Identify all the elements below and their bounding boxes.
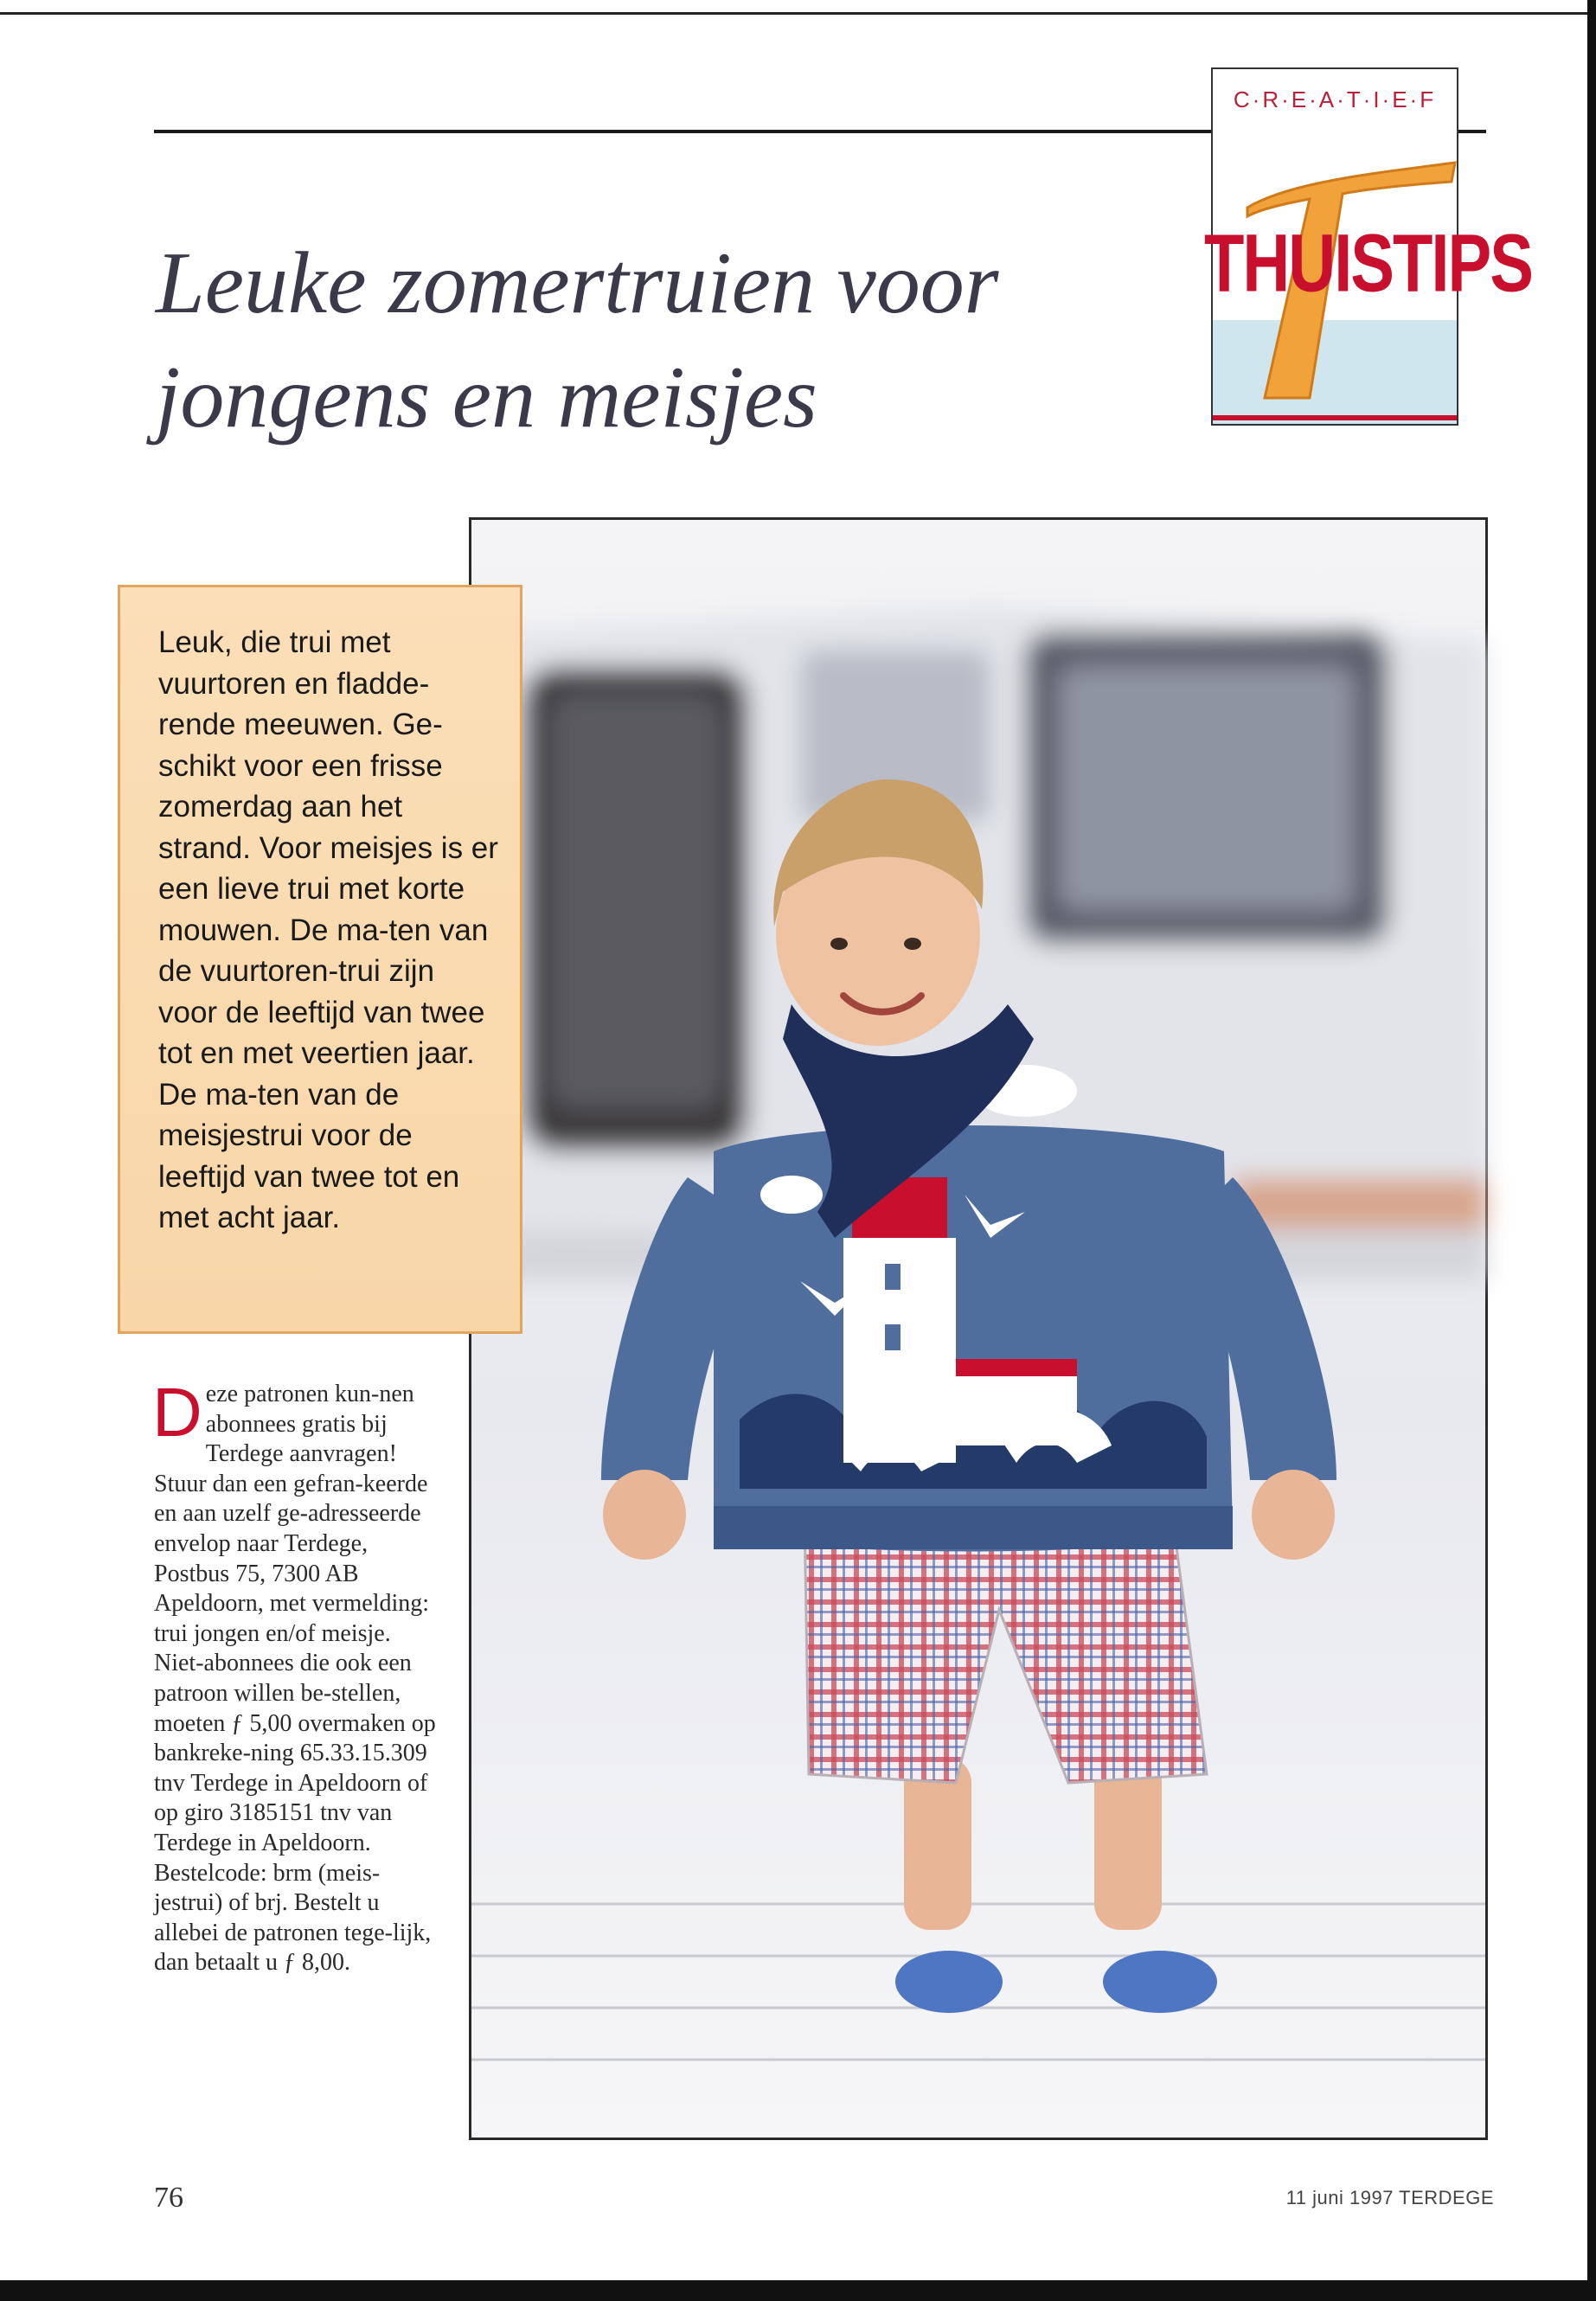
body-dropcap: D	[152, 1374, 202, 1451]
body-text	[152, 1374, 439, 1978]
body-paragraph: eze patronen kun-nen abonnees gratis bij Terdege aanvragen! Stuur dan een gefran-keerde en aan uzelf ge-adresseerde envelop naar Terdege, Postbus 75, 7300 AB Apeldoorn, met vermelding: trui jongen en/of meisje. Niet-abonnees die ook een patroon willen be-stellen, moeten ƒ 5,00 overmaken op bankreke-ning 65.33.15.309 tnv Terdege in Apeldoorn of op giro 3185151 tnv van Terdege in Apeldoorn. Bestelcode: brm (meis-jestrui) of brj. Bestelt u allebei de patronen tege-lijk, dan betaalt u ƒ 8,00.	[154, 1381, 436, 1977]
issue-line: 11 juni 1997 TERDEGE	[1285, 2187, 1494, 2208]
photo-frame	[469, 517, 1488, 2140]
callout-text: Leuk, die trui met vuurtoren en fladde-rende meeuwen. Ge-schikt voor een frisse zomerdag aan het strand. Voor meisjes is er een lieve trui met korte mouwen. De ma-ten van de vuurtoren-trui zijn voor de leeftijd van twee tot en met veertien jaar. De ma-ten van de meisjestrui voor de leeftijd van twee tot en met acht jaar.	[158, 625, 498, 1234]
logo-underline	[1213, 415, 1457, 422]
headline	[156, 227, 1107, 455]
page-edge-right	[1587, 0, 1596, 2301]
callout-box	[118, 585, 522, 1334]
headline-line-2: jongens en meisjes	[156, 349, 817, 446]
logo-wordmark: THUISTIPS	[1204, 217, 1532, 310]
photo-boy-lighthouse-sweater	[471, 520, 1485, 2138]
page-edge-bottom	[0, 2280, 1596, 2301]
page-number: 76	[154, 2182, 183, 2214]
page-edge-top	[0, 12, 1596, 15]
logo-creatief-label: C·R·E·A·T·I·E·F	[1233, 87, 1437, 112]
thuistips-logo	[1204, 67, 1532, 426]
headline-line-1: Leuke zomertruien voor	[156, 234, 999, 332]
